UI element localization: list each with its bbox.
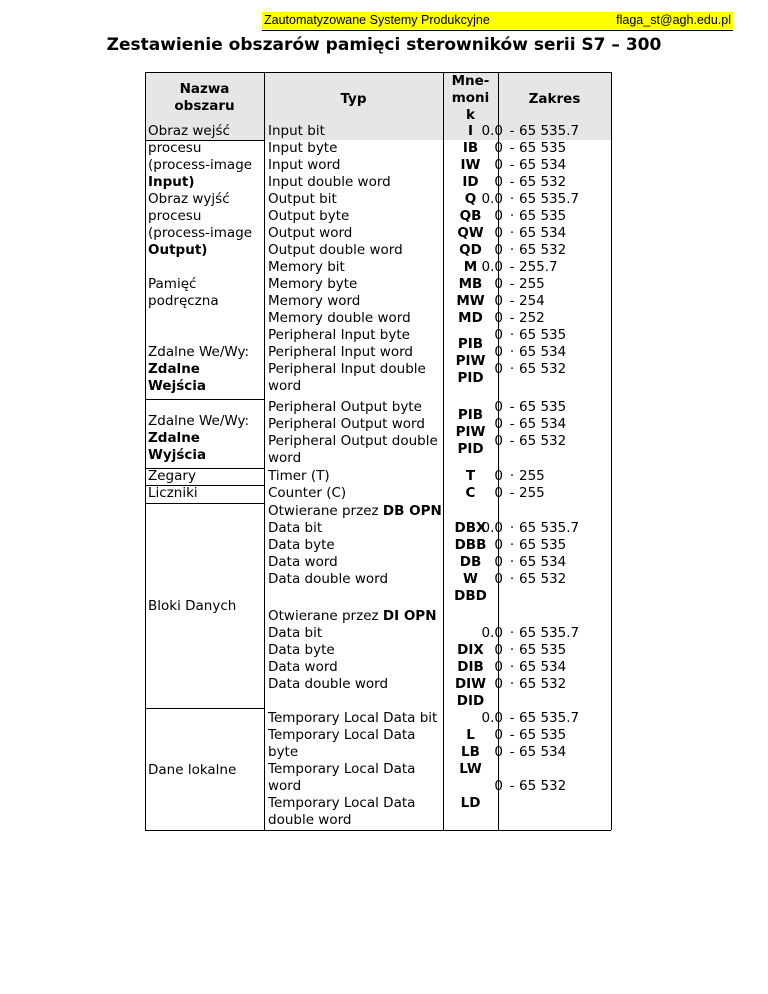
range-to: 65 535 bbox=[519, 727, 567, 743]
range-separator: - bbox=[509, 399, 515, 415]
mnemonic-cell: C bbox=[465, 485, 476, 501]
area-label-bold: Output) bbox=[148, 242, 208, 258]
range-to: 65 535 bbox=[519, 140, 567, 156]
range-to: 65 535 bbox=[519, 537, 567, 553]
range-to: 65 534 bbox=[519, 416, 567, 432]
mnemonic-cell: PIB bbox=[457, 336, 484, 352]
type-cell: Input byte bbox=[268, 140, 338, 156]
type-cell: Data bit bbox=[268, 625, 323, 641]
mnemonic-cell: DIB bbox=[457, 659, 484, 675]
area-label bbox=[148, 174, 195, 191]
row-divider bbox=[145, 399, 264, 400]
type-cell: word bbox=[268, 450, 302, 466]
type-cell: Input bit bbox=[268, 123, 325, 139]
column-header-range: Zakres bbox=[528, 91, 581, 107]
area-label: Zdalne bbox=[148, 361, 200, 377]
range-separator: - bbox=[509, 140, 515, 156]
range-separator: - bbox=[509, 123, 515, 139]
range-separator: · bbox=[509, 625, 515, 641]
range-separator: · bbox=[509, 554, 515, 570]
range-separator: · bbox=[509, 571, 515, 587]
mnemonic-cell: DBX bbox=[454, 520, 487, 536]
type-cell: Temporary Local Data bbox=[268, 727, 416, 743]
header-email: flaga_st@agh.edu.pl bbox=[616, 13, 731, 27]
range-separator: - bbox=[509, 157, 515, 173]
column-header-area-line2: obszaru bbox=[174, 98, 235, 114]
type-cell: Peripheral Output word bbox=[268, 416, 425, 432]
range-to: 65 535.7 bbox=[519, 191, 580, 207]
range-separator: · bbox=[509, 520, 515, 536]
type-cell: Peripheral Output double bbox=[268, 433, 438, 449]
range-from: 0.0 bbox=[481, 625, 503, 641]
type-cell: Data word bbox=[268, 554, 338, 570]
range-separator: · bbox=[509, 327, 515, 343]
mnemonic-cell: M bbox=[463, 259, 478, 275]
type-cell: Memory byte bbox=[268, 276, 358, 292]
range-from: 0 bbox=[494, 225, 503, 241]
range-to: 65 532 bbox=[519, 242, 567, 258]
column-header-type: Typ bbox=[340, 91, 367, 107]
area-label: (process-image bbox=[148, 157, 253, 173]
range-from: 0.0 bbox=[481, 710, 503, 726]
area-label: Wejścia bbox=[148, 378, 206, 394]
range-separator: · bbox=[509, 659, 515, 675]
type-cell: Peripheral Output byte bbox=[268, 399, 422, 415]
area-label: Wyjścia bbox=[148, 447, 207, 463]
range-from: 0.0 bbox=[481, 123, 503, 139]
range-separator: - bbox=[509, 778, 515, 794]
range-to: 65 535 bbox=[519, 327, 567, 343]
mnemonic-cell: PIW bbox=[455, 353, 486, 369]
type-cell: Temporary Local Data bbox=[268, 761, 416, 777]
mnemonic-cell: LD bbox=[460, 795, 481, 811]
range-separator: - bbox=[509, 174, 515, 190]
area-label: (process-image bbox=[148, 225, 253, 241]
range-from: 0.0 bbox=[481, 520, 503, 536]
area-label: Obraz wejść bbox=[148, 123, 230, 139]
range-from: 0 bbox=[494, 174, 503, 190]
range-to: 65 535.7 bbox=[519, 625, 580, 641]
type-cell: Data bit bbox=[268, 520, 323, 536]
type-cell: Data byte bbox=[268, 537, 335, 553]
column-divider bbox=[264, 72, 265, 830]
range-from: 0 bbox=[494, 140, 503, 156]
range-to: 65 534 bbox=[519, 157, 567, 173]
mnemonic-cell: L bbox=[466, 727, 475, 743]
mnemonic-cell: DIW bbox=[454, 676, 487, 692]
type-cell: Peripheral Input word bbox=[268, 344, 413, 360]
area-label: Zdalne We/Wy: bbox=[148, 413, 250, 429]
area-label: Obraz wyjść bbox=[148, 191, 230, 207]
mnemonic-cell: LW bbox=[459, 761, 482, 777]
area-label: Zegary bbox=[148, 468, 196, 484]
type-cell: Input word bbox=[268, 157, 341, 173]
range-from: 0 bbox=[494, 642, 503, 658]
range-separator: · bbox=[509, 225, 515, 241]
type-cell: Memory double word bbox=[268, 310, 411, 326]
range-from: 0.0 bbox=[481, 259, 503, 275]
area-label bbox=[148, 242, 207, 259]
range-separator: - bbox=[509, 485, 515, 501]
range-to: 65 535.7 bbox=[519, 710, 580, 726]
range-separator: - bbox=[509, 259, 515, 275]
area-label: procesu bbox=[148, 208, 202, 224]
type-cell: Peripheral Input byte bbox=[268, 327, 410, 343]
range-from: 0 bbox=[494, 293, 503, 309]
range-to: 65 534 bbox=[519, 744, 567, 760]
type-cell: Data double word bbox=[268, 571, 389, 587]
area-label: procesu bbox=[148, 140, 202, 156]
type-cell: Data byte bbox=[268, 642, 335, 658]
range-separator: · bbox=[509, 191, 515, 207]
range-from: 0 bbox=[494, 242, 503, 258]
range-separator: · bbox=[509, 242, 515, 258]
range-from: 0 bbox=[494, 310, 503, 326]
range-from: 0 bbox=[494, 744, 503, 760]
mnemonic-cell: IB bbox=[462, 140, 479, 156]
area-label: Zdalne bbox=[148, 430, 200, 446]
group-intro-keyword: DB OPN bbox=[382, 503, 442, 519]
mnemonic-cell: IW bbox=[460, 157, 481, 173]
range-to: 65 535 bbox=[519, 642, 567, 658]
range-from: 0 bbox=[494, 554, 503, 570]
range-from: 0 bbox=[494, 485, 503, 501]
range-to: 65 535 bbox=[519, 208, 567, 224]
row-divider bbox=[145, 503, 264, 504]
range-to: 252 bbox=[519, 310, 545, 326]
range-separator: · bbox=[509, 676, 515, 692]
range-to: 255 bbox=[519, 485, 545, 501]
group-intro-keyword: DI OPN bbox=[382, 608, 437, 624]
page-title: Zestawienie obszarów pamięci sterowników serii S7 – 300 bbox=[106, 35, 662, 55]
memory-areas-table bbox=[145, 72, 611, 830]
mnemonic-cell: PIW bbox=[455, 424, 486, 440]
range-to: 65 535.7 bbox=[519, 123, 580, 139]
type-cell: Memory bit bbox=[268, 259, 345, 275]
range-from: 0 bbox=[494, 778, 503, 794]
mnemonic-cell: DIX bbox=[457, 642, 484, 658]
mnemonic-cell: I bbox=[467, 123, 474, 139]
range-to: 65 534 bbox=[519, 225, 567, 241]
mnemonic-cell: LB bbox=[461, 744, 480, 760]
range-from: 0 bbox=[494, 433, 503, 449]
mnemonic-cell: DID bbox=[456, 693, 485, 709]
mnemonic-cell: MW bbox=[456, 293, 485, 309]
type-cell: Output word bbox=[268, 225, 353, 241]
range-from: 0 bbox=[494, 416, 503, 432]
table-border-bottom bbox=[145, 830, 611, 831]
mnemonic-cell: W bbox=[463, 571, 478, 587]
area-label: Bloki Danych bbox=[148, 598, 237, 614]
mnemonic-cell: PID bbox=[457, 370, 484, 386]
mnemonic-cell: MB bbox=[458, 276, 483, 292]
page-header bbox=[262, 12, 733, 29]
mnemonic-cell: DBB bbox=[454, 537, 487, 553]
range-from: 0 bbox=[494, 537, 503, 553]
table-border-right bbox=[611, 72, 612, 830]
range-separator: - bbox=[509, 744, 515, 760]
mnemonic-cell: Q bbox=[464, 191, 477, 207]
range-from: 0 bbox=[494, 659, 503, 675]
mnemonic-cell: MD bbox=[458, 310, 483, 326]
range-separator: · bbox=[509, 642, 515, 658]
range-from: 0 bbox=[494, 276, 503, 292]
range-to: 65 535.7 bbox=[519, 520, 580, 536]
type-cell: double word bbox=[268, 812, 352, 828]
table-border-left bbox=[145, 72, 146, 830]
range-from: 0 bbox=[494, 361, 503, 377]
group-intro bbox=[268, 503, 442, 520]
range-separator: · bbox=[509, 344, 515, 360]
range-separator: · bbox=[509, 537, 515, 553]
mnemonic-cell: QB bbox=[459, 208, 482, 224]
range-from: 0 bbox=[494, 571, 503, 587]
mnemonic-cell: DBD bbox=[454, 588, 487, 604]
range-separator: - bbox=[509, 710, 515, 726]
range-to: 65 532 bbox=[519, 361, 567, 377]
type-cell: Counter (C) bbox=[268, 485, 347, 501]
range-from: 0 bbox=[494, 157, 503, 173]
range-to: 65 534 bbox=[519, 554, 567, 570]
range-from: 0 bbox=[494, 208, 503, 224]
area-label: podręczna bbox=[148, 293, 219, 309]
header-left-text: Zautomatyzowane Systemy Produkcyjne bbox=[264, 13, 490, 27]
column-header-mnemonic-line2: moni bbox=[451, 90, 490, 106]
range-separator: · bbox=[509, 208, 515, 224]
range-from: 0 bbox=[494, 727, 503, 743]
range-separator: - bbox=[509, 433, 515, 449]
range-to: 65 532 bbox=[519, 174, 567, 190]
type-cell: Output double word bbox=[268, 242, 403, 258]
mnemonic-cell: QW bbox=[457, 225, 484, 241]
mnemonic-cell: ID bbox=[462, 174, 479, 190]
range-to: 255 bbox=[519, 276, 545, 292]
column-header-area-line1: Nazwa bbox=[179, 81, 230, 97]
range-from: 0 bbox=[494, 327, 503, 343]
range-separator: - bbox=[509, 727, 515, 743]
range-separator: - bbox=[509, 416, 515, 432]
area-label-bold: Input) bbox=[148, 174, 195, 190]
area-label: Dane lokalne bbox=[148, 762, 237, 778]
type-cell: Memory word bbox=[268, 293, 361, 309]
type-cell: Input double word bbox=[268, 174, 391, 190]
type-cell: Temporary Local Data bit bbox=[268, 710, 438, 726]
column-header-mnemonic-line3: k bbox=[466, 107, 475, 123]
type-cell: Data word bbox=[268, 659, 338, 675]
type-cell: Data double word bbox=[268, 676, 389, 692]
range-from: 0.0 bbox=[481, 191, 503, 207]
mnemonic-cell: T bbox=[465, 468, 476, 484]
range-separator: - bbox=[509, 276, 515, 292]
range-from: 0 bbox=[494, 468, 503, 484]
area-label: Zdalne We/Wy: bbox=[148, 344, 250, 360]
range-separator: · bbox=[509, 361, 515, 377]
area-label: Pamięć bbox=[148, 276, 197, 292]
mnemonic-cell: DB bbox=[459, 554, 482, 570]
type-cell: Temporary Local Data bbox=[268, 795, 416, 811]
mnemonic-cell: PID bbox=[457, 441, 484, 457]
range-to: 65 532 bbox=[519, 676, 567, 692]
range-to: 255 bbox=[519, 468, 545, 484]
range-separator: · bbox=[509, 468, 515, 484]
mnemonic-cell: QD bbox=[459, 242, 482, 258]
group-intro bbox=[268, 608, 437, 625]
range-separator: - bbox=[509, 293, 515, 309]
type-cell: word bbox=[268, 378, 302, 394]
area-label: Liczniki bbox=[148, 485, 198, 501]
type-cell: Peripheral Input double bbox=[268, 361, 426, 377]
range-from: 0 bbox=[494, 344, 503, 360]
range-separator: - bbox=[509, 310, 515, 326]
type-cell: Output bit bbox=[268, 191, 337, 207]
range-from: 0 bbox=[494, 399, 503, 415]
range-to: 65 535 bbox=[519, 399, 567, 415]
type-cell: byte bbox=[268, 744, 299, 760]
range-to: 65 534 bbox=[519, 344, 567, 360]
type-cell: Timer (T) bbox=[268, 468, 330, 484]
range-to: 255.7 bbox=[519, 259, 558, 275]
table-border-top bbox=[145, 72, 611, 73]
range-to: 65 532 bbox=[519, 433, 567, 449]
range-to: 65 532 bbox=[519, 571, 567, 587]
row-divider bbox=[145, 708, 264, 709]
range-from: 0 bbox=[494, 676, 503, 692]
type-cell: word bbox=[268, 778, 302, 794]
range-to: 65 534 bbox=[519, 659, 567, 675]
column-header-mnemonic-line1: Mne- bbox=[451, 73, 490, 89]
range-to: 65 532 bbox=[519, 778, 567, 794]
group-intro-text: Otwierane przez bbox=[268, 608, 383, 624]
range-to: 254 bbox=[519, 293, 545, 309]
mnemonic-cell: PIB bbox=[457, 407, 484, 423]
group-intro-text: Otwierane przez bbox=[268, 503, 383, 519]
header-rule bbox=[262, 30, 733, 31]
type-cell: Output byte bbox=[268, 208, 350, 224]
